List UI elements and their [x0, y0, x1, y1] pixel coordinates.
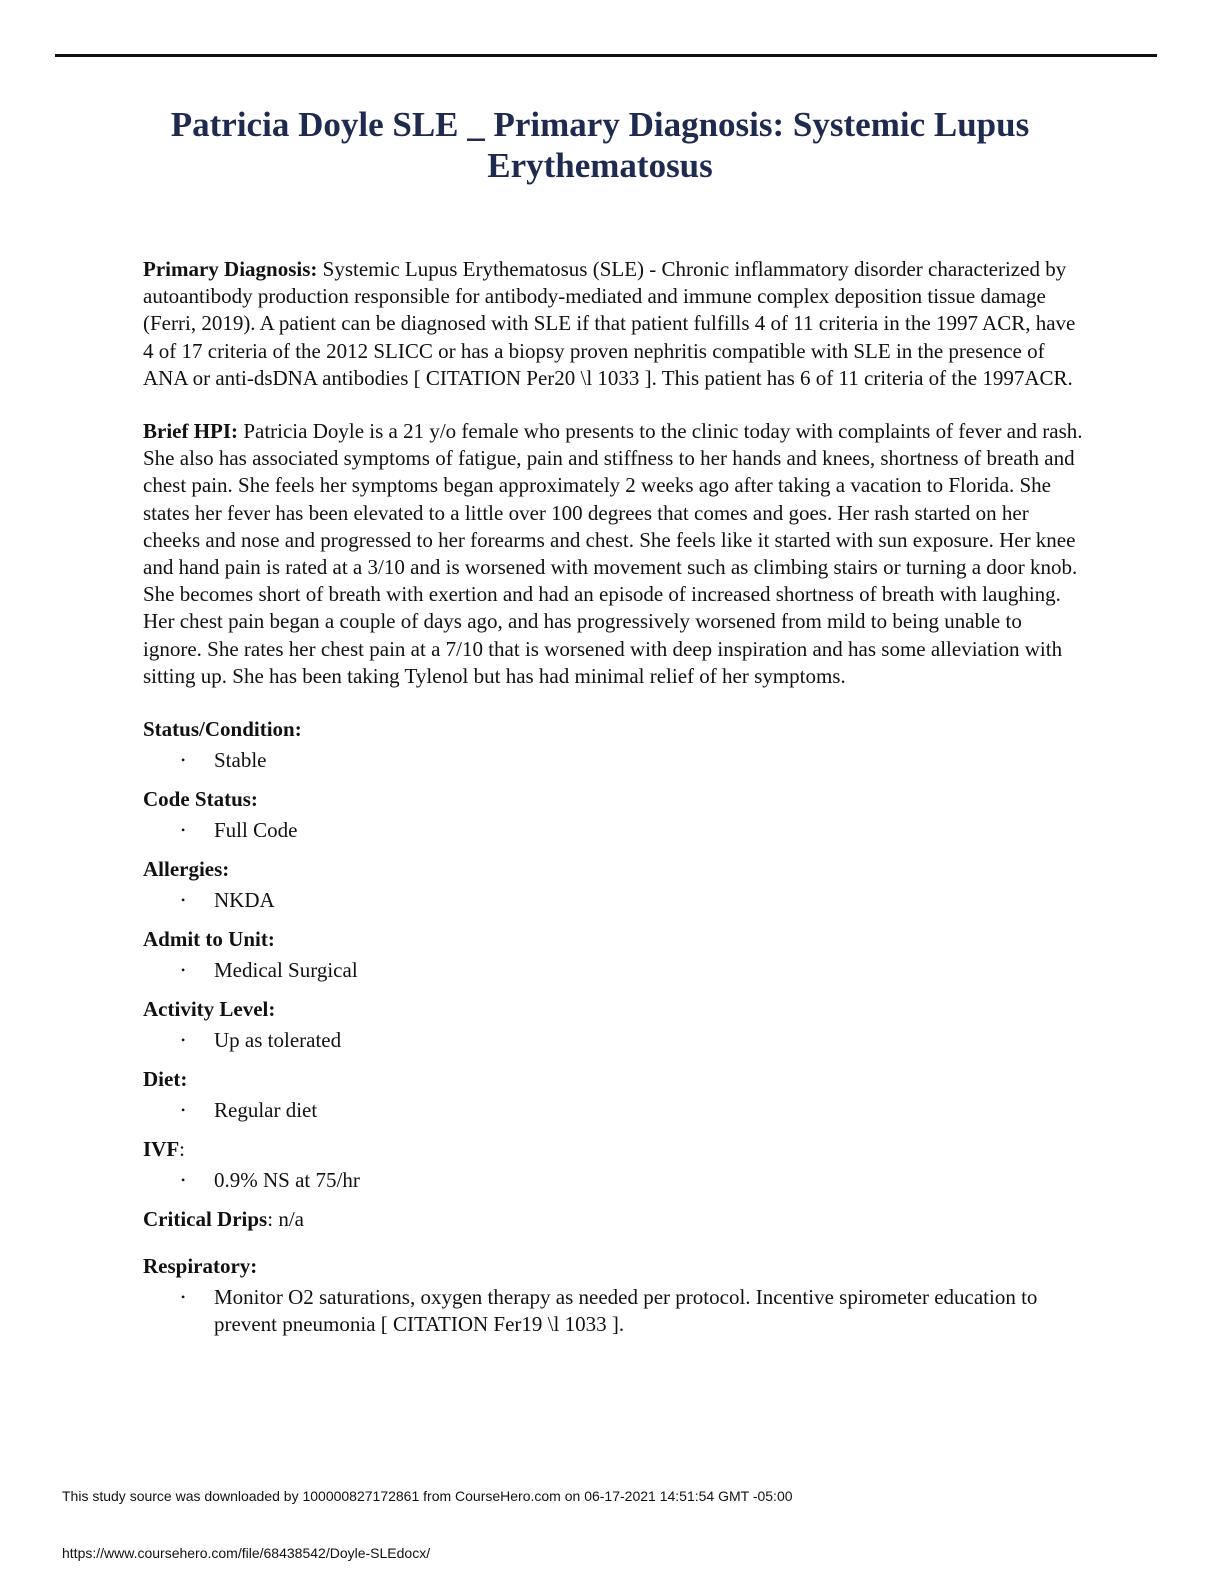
allergies-value: NKDA — [214, 888, 275, 913]
section-spacer — [143, 1233, 1083, 1253]
list-item — [143, 747, 1083, 774]
admit-value: Medical Surgical — [214, 958, 358, 983]
status-heading: Status/Condition: — [143, 717, 302, 742]
section-code-status — [143, 786, 1083, 844]
section-ivf — [143, 1136, 1083, 1194]
diet-value: Regular diet — [214, 1098, 318, 1123]
respiratory-list — [143, 1284, 1083, 1338]
list-item — [143, 957, 1083, 984]
ivf-heading — [143, 1136, 1083, 1163]
status-value: Stable — [214, 748, 267, 773]
section-respiratory — [143, 1253, 1083, 1338]
respiratory-heading: Respiratory: — [143, 1254, 258, 1279]
section-admit-to-unit — [143, 926, 1083, 984]
list-item — [143, 1284, 1083, 1338]
bullet-icon: • — [181, 1103, 186, 1118]
section-allergies — [143, 856, 1083, 914]
admit-list — [143, 957, 1083, 984]
bullet-icon: • — [181, 753, 186, 768]
allergies-heading: Allergies: — [143, 857, 230, 882]
activity-heading: Activity Level: — [143, 997, 276, 1022]
brief-hpi-paragraph — [143, 418, 1083, 690]
list-item — [143, 1027, 1083, 1054]
diet-heading: Diet: — [143, 1067, 188, 1092]
bullet-icon: • — [181, 823, 186, 838]
code-status-list — [143, 817, 1083, 844]
document-title: Patricia Doyle SLE _ Primary Diagnosis: Systemic Lupus Erythematosus — [170, 105, 1030, 185]
critical-drips-value: : n/a — [267, 1207, 304, 1232]
section-status — [143, 716, 1083, 774]
respiratory-value: Monitor O2 saturations, oxygen therapy as needed per protocol. Incentive spirometer education to prevent pneumonia [ CITATION Fer19 \l 1033 ]. — [214, 1285, 1038, 1337]
status-list — [143, 747, 1083, 774]
section-diet — [143, 1066, 1083, 1124]
source-url[interactable]: https://www.coursehero.com/file/68438542/Doyle-SLEdocx/ — [62, 1545, 431, 1561]
section-activity-level — [143, 996, 1083, 1054]
code-status-heading: Code Status: — [143, 787, 258, 812]
admit-heading: Admit to Unit: — [143, 927, 275, 952]
bullet-icon: • — [181, 1290, 186, 1305]
critical-drips-label: Critical Drips — [143, 1207, 268, 1232]
bullet-icon: • — [181, 963, 186, 978]
top-rule — [55, 54, 1157, 57]
critical-drips-heading — [143, 1206, 1083, 1233]
section-critical-drips — [143, 1206, 1083, 1233]
bullet-icon: • — [181, 1033, 186, 1048]
list-item — [143, 1167, 1083, 1194]
allergies-list — [143, 887, 1083, 914]
primary-diagnosis-text: Systemic Lupus Erythematosus (SLE) - Chronic inflammatory disorder characterized by autoantibody production responsible for antibody-mediated and immune complex deposition tissue damage (Ferri, 2019). A patient can be diagnosed with SLE if that patient fulfills 4 of 11 criteria in the 1997 ACR, have 4 of 17 criteria of the 2012 SLICC or has a biopsy proven nephritis compatible with SLE in the presence of ANA or anti-dsDNA antibodies [ CITATION Per20 \l 1033 ]. This patient has 6 of 11 criteria of the 1997ACR. — [143, 257, 1076, 390]
ivf-value: 0.9% NS at 75/hr — [214, 1168, 360, 1193]
activity-list — [143, 1027, 1083, 1054]
ivf-label: IVF — [143, 1137, 180, 1162]
primary-diagnosis-label: Primary Diagnosis: — [143, 257, 318, 281]
document-body — [143, 256, 1083, 1350]
list-item — [143, 887, 1083, 914]
diet-list — [143, 1097, 1083, 1124]
ivf-list — [143, 1167, 1083, 1194]
ivf-colon: : — [179, 1137, 186, 1162]
bullet-icon: • — [181, 1173, 186, 1188]
primary-diagnosis-paragraph — [143, 256, 1083, 392]
bullet-icon: • — [181, 893, 186, 908]
brief-hpi-label: Brief HPI: — [143, 419, 239, 444]
list-item — [143, 817, 1083, 844]
activity-value: Up as tolerated — [214, 1028, 342, 1053]
code-status-value: Full Code — [214, 818, 298, 843]
list-item — [143, 1097, 1083, 1124]
brief-hpi-text: Patricia Doyle is a 21 y/o female who presents to the clinic today with complaints of fever and rash. She also has associated symptoms of fatigue, pain and stiffness to her hands and knees, shortness of breath and chest pain. She feels her symptoms began approximately 2 weeks ago after taking a vacation to Florida. She states her fever has been elevated to a little over 100 degrees that comes and goes. Her rash started on her cheeks and nose and progressed to her forearms and chest. She feels like it started with sun exposure. Her knee and hand pain is rated at a 3/10 and is worsened with movement such as climbing stairs or turning a door knob. She becomes short of breath with exertion and had an episode of increased shortness of breath with laughing. Her chest pain began a couple of days ago, and has progressively worsened from mild to being unable to ignore. She rates her chest pain at a 7/10 that is worsened with deep inspiration and has some alleviation with sitting up. She has been taking Tylenol but has had minimal relief of her symptoms. — [143, 419, 1083, 688]
download-notice: This study source was downloaded by 100000827172861 from CourseHero.com on 06-17-2021 14:51:54 GMT -05:00 — [62, 1488, 793, 1504]
